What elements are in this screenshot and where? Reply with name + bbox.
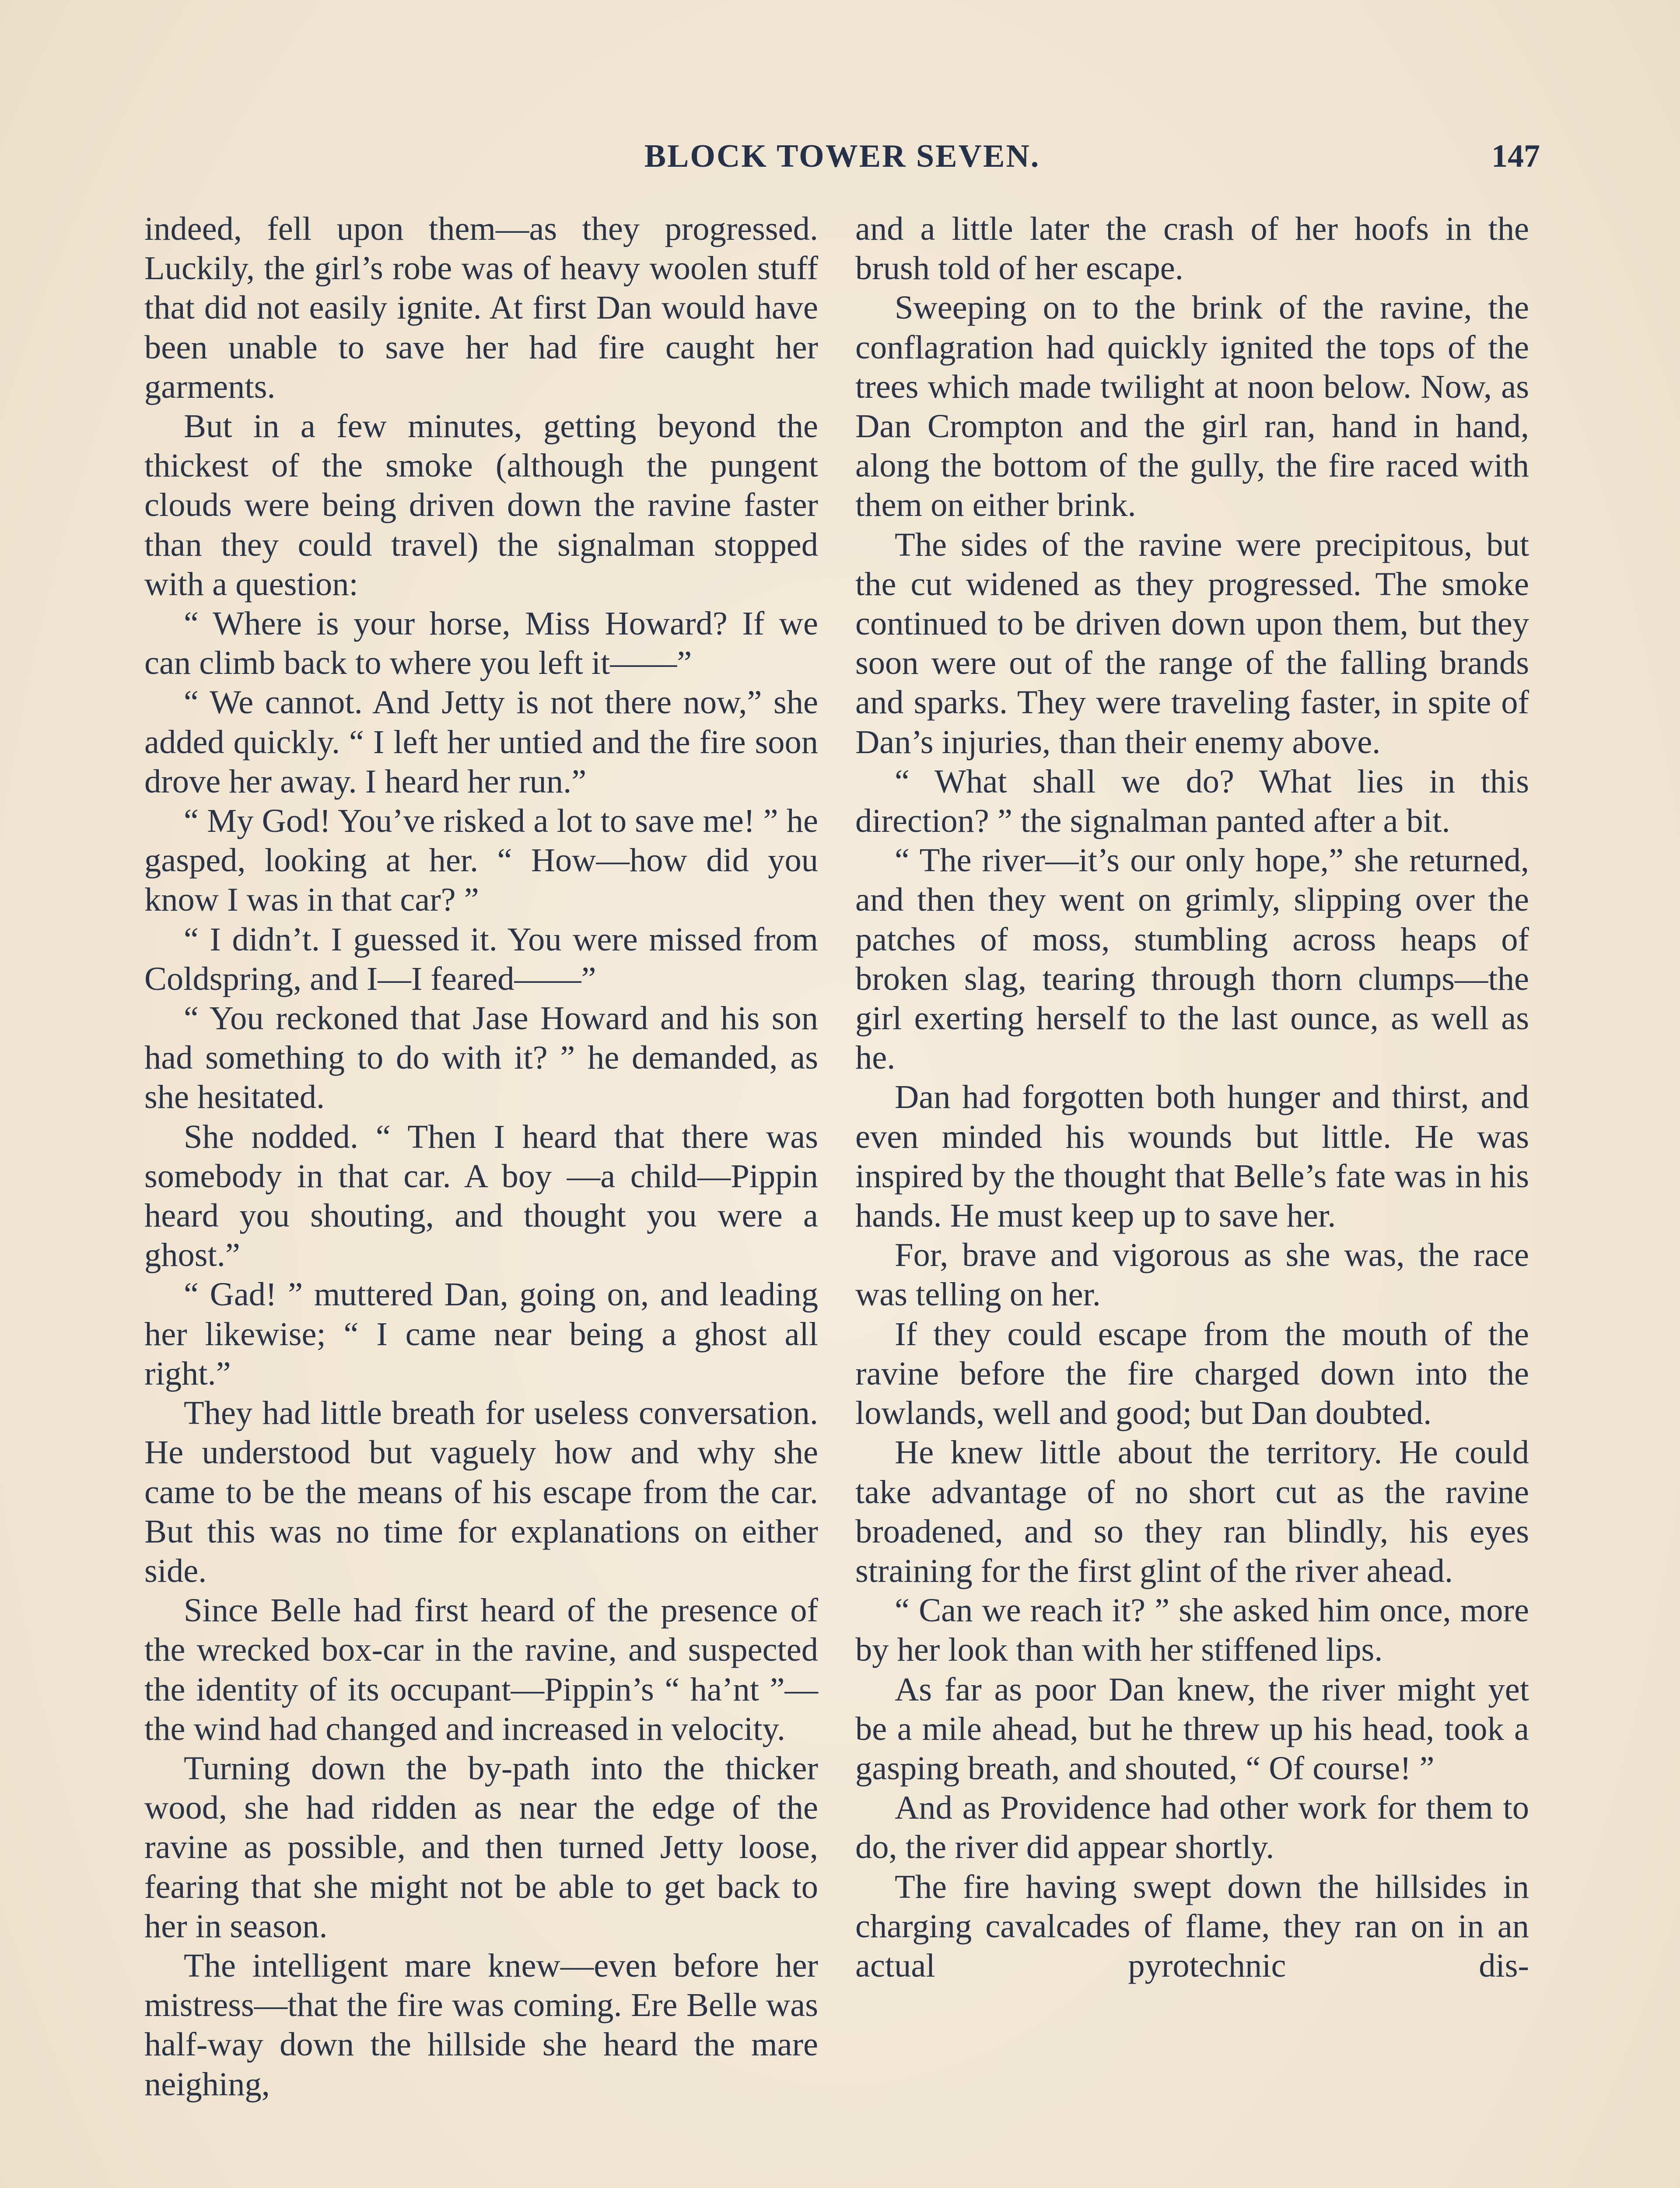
paragraph: If they could escape from the mouth of the ravine before the fire charged down into the lowlands, well and good; but Dan doubted. (855, 1315, 1529, 1432)
paragraph: She nodded. “ Then I heard that there was somebody in that car. A boy —a child—Pippin heard you shouting, and thought you were a ghost.” (144, 1118, 818, 1274)
paragraph: The fire having swept down the hillsides in charging cavalcades of flame, they ran on in an actual pyrotechnic dis- (855, 1868, 1529, 1984)
page-number: 147 (1491, 138, 1540, 174)
paragraph: “ We cannot. And Jetty is not there now,” she added quickly. “ I left her untied and the fire soon drove her away. I heard her run.” (144, 684, 818, 800)
paragraph: They had little breath for useless conversation. He understood but vaguely how and why she came to be the means of his escape from the car. But this was no time for explanations on either side. (144, 1394, 818, 1589)
paragraph: “ You reckoned that Jase Howard and his son had something to do with it? ” he demanded, as she hesitated. (144, 999, 818, 1116)
paragraph: “ The river—it’s our only hope,” she returned, and then they went on grimly, slipping over the patches of moss, stumbling across heaps of broken slag, tearing through thorn clumps—the girl exerting herself to the last ounce, as well as he. (855, 842, 1529, 1076)
paragraph: indeed, fell upon them—as they progressed. Luckily, the girl’s robe was of heavy woolen stuff that did not easily ignite. At first Dan would have been unable to save her had fire caught her garments. (144, 210, 818, 405)
paragraph: He knew little about the territory. He could take advantage of no short cut as the ravine broadened, and so they ran blindly, his eyes straining for the first glint of the river ahead. (855, 1434, 1529, 1589)
paragraph: The sides of the ravine were precipitous, but the cut widened as they progressed. The smoke continued to be driven down upon them, but they soon were out of the range of the falling brands and sparks. They were traveling faster, in spite of Dan’s injuries, than their enemy above. (855, 526, 1529, 761)
paragraph: Since Belle had first heard of the presence of the wrecked box-car in the ravine, and suspected the identity of its occupant—Pippin’s “ ha’nt ”—the wind had changed and increased in velocity. (144, 1592, 818, 1747)
paragraph: Dan had forgotten both hunger and thirst, and even minded his wounds but little. He was inspired by the thought that Belle’s fate was in his hands. He must keep up to save her. (855, 1078, 1529, 1234)
paragraph: For, brave and vigorous as she was, the race was telling on her. (855, 1236, 1529, 1313)
paragraph: “ Where is your horse, Miss Howard? If we can climb back to where you left it——” (144, 605, 818, 682)
paragraph: “ My God! You’ve risked a lot to save me! ” he gasped, looking at her. “ How—how did you know I was in that car? ” (144, 802, 818, 919)
page-header (144, 138, 1540, 182)
paragraph: And as Providence had other work for them to do, the river did appear shortly. (855, 1789, 1529, 1866)
paragraph: “ Can we reach it? ” she asked him once, more by her look than with her stiffened lips. (855, 1592, 1529, 1669)
paragraph: and a little later the crash of her hoofs in the brush told of her escape. (855, 210, 1529, 287)
paragraph: “ I didn’t. I guessed it. You were missed from Coldspring, and I—I feared——” (144, 920, 818, 997)
paragraph: “ Gad! ” muttered Dan, going on, and leading her likewise; “ I came near being a ghost all right.” (144, 1276, 818, 1392)
left-column (144, 209, 818, 2104)
paragraph: The intelligent mare knew—even before her mistress—that the fire was coming. Ere Belle was half-way down the hillside she heard the mare neighing, (144, 1946, 818, 2103)
running-title: BLOCK TOWER SEVEN. (644, 138, 1040, 174)
paragraph: “ What shall we do? What lies in this direction? ” the signalman panted after a bit. (855, 762, 1529, 840)
paragraph: Turning down the by-path into the thicker wood, she had ridden as near the edge of the ravine as possible, and then turned Jetty loose, fearing that she might not be able to get back to her in season. (144, 1749, 818, 1945)
right-column (855, 209, 1529, 1985)
paragraph: As far as poor Dan knew, the river might yet be a mile ahead, but he threw up his head, took a gasping breath, and shouted, “ Of course! ” (855, 1670, 1529, 1787)
paragraph: Sweeping on to the brink of the ravine, the conflagration had quickly ignited the tops of the trees which made twilight at noon below. Now, as Dan Crompton and the girl ran, hand in hand, along the bottom of the gully, the fire raced with them on either brink. (855, 289, 1529, 524)
paragraph: But in a few minutes, getting beyond the thickest of the smoke (although the pungent clouds were being driven down the ravine faster than they could travel) the signalman stopped with a question: (144, 407, 818, 603)
